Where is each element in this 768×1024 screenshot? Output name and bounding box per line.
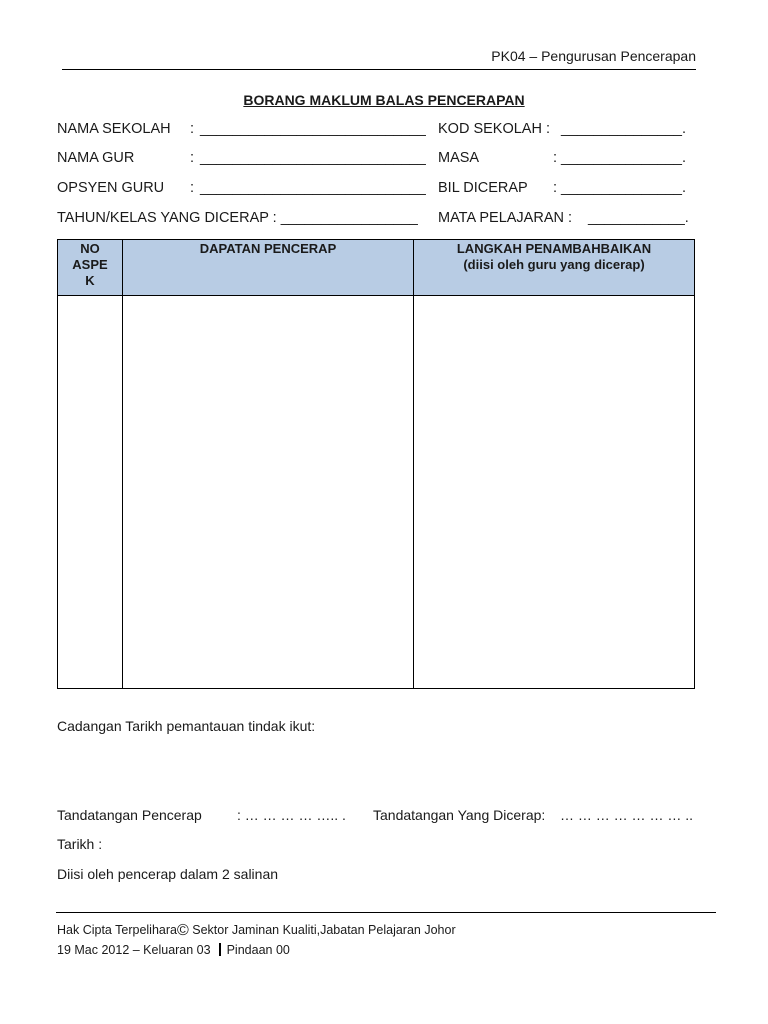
observed-signature-label: Tandatangan Yang Dicerap:: [373, 807, 546, 823]
observation-count-label: BIL DICERAP: [438, 180, 528, 196]
teacher-name-field[interactable]: ____________________________: [200, 150, 426, 166]
teacher-option-field[interactable]: ____________________________: [200, 180, 426, 196]
header-rule: [62, 69, 696, 70]
improvement-steps-cell[interactable]: [414, 296, 695, 689]
time-label: MASA: [438, 150, 480, 166]
table-header-row: [58, 240, 695, 296]
observer-findings-cell[interactable]: [123, 296, 414, 689]
header-observer-findings: DAPATAN PENCERAP: [123, 240, 414, 296]
school-name-field[interactable]: ____________________________: [200, 121, 426, 137]
issue-line: [57, 943, 290, 957]
observer-signature-field[interactable]: : … … … … ….. .: [237, 807, 346, 823]
aspect-no-cell[interactable]: [58, 296, 123, 689]
separator-bar: [219, 943, 221, 956]
copyright-prefix: Hak Cipta Terpelihara: [57, 923, 177, 937]
footer-rule: [56, 912, 716, 913]
header-aspect-no: NO ASPE K: [58, 240, 123, 296]
header-improvement-steps: LANGKAH PENAMBAHBAIKAN (diisi oleh guru yang dicerap): [414, 240, 695, 296]
observation-table: [57, 239, 695, 689]
school-code-label: KOD SEKOLAH :: [438, 121, 551, 137]
table-row: [58, 296, 695, 689]
school-name-colon: :: [190, 121, 195, 137]
observation-count-field[interactable]: _______________.: [561, 180, 686, 196]
school-code-field[interactable]: _______________.: [561, 121, 686, 137]
date-label: Tarikh :: [57, 836, 103, 852]
time-field[interactable]: _______________.: [561, 150, 686, 166]
followup-date-label: Cadangan Tarikh pemantauan tindak ikut:: [57, 718, 316, 734]
copyright-line: [57, 923, 456, 937]
revision-number: Pindaan 00: [226, 943, 290, 957]
teacher-name-label: NAMA GUR: [57, 150, 135, 166]
document-code: PK04 – Pengurusan Pencerapan: [491, 48, 696, 64]
time-colon: :: [553, 150, 558, 166]
teacher-option-colon: :: [190, 180, 195, 196]
observed-signature-field[interactable]: … … … … … … … ..: [560, 807, 694, 823]
subject-field[interactable]: ____________.: [588, 210, 689, 226]
issue-date: 19 Mac 2012 – Keluaran 03: [57, 943, 211, 957]
copyright-icon: ©: [176, 922, 189, 939]
school-name-label: NAMA SEKOLAH: [57, 121, 171, 137]
subject-label: MATA PELAJARAN :: [438, 210, 573, 226]
copyright-owner: Sektor Jaminan Kualiti,Jabatan Pelajaran Johor: [188, 923, 456, 937]
teacher-option-label: OPSYEN GURU: [57, 180, 165, 196]
year-class-field[interactable]: TAHUN/KELAS YANG DICERAP : _________________: [57, 210, 418, 226]
teacher-name-colon: :: [190, 150, 195, 166]
copies-note: Diisi oleh pencerap dalam 2 salinan: [57, 866, 279, 882]
observation-count-colon: :: [553, 180, 558, 196]
form-title: BORANG MAKLUM BALAS PENCERAPAN: [243, 92, 525, 108]
observer-signature-label: Tandatangan Pencerap: [57, 807, 202, 823]
